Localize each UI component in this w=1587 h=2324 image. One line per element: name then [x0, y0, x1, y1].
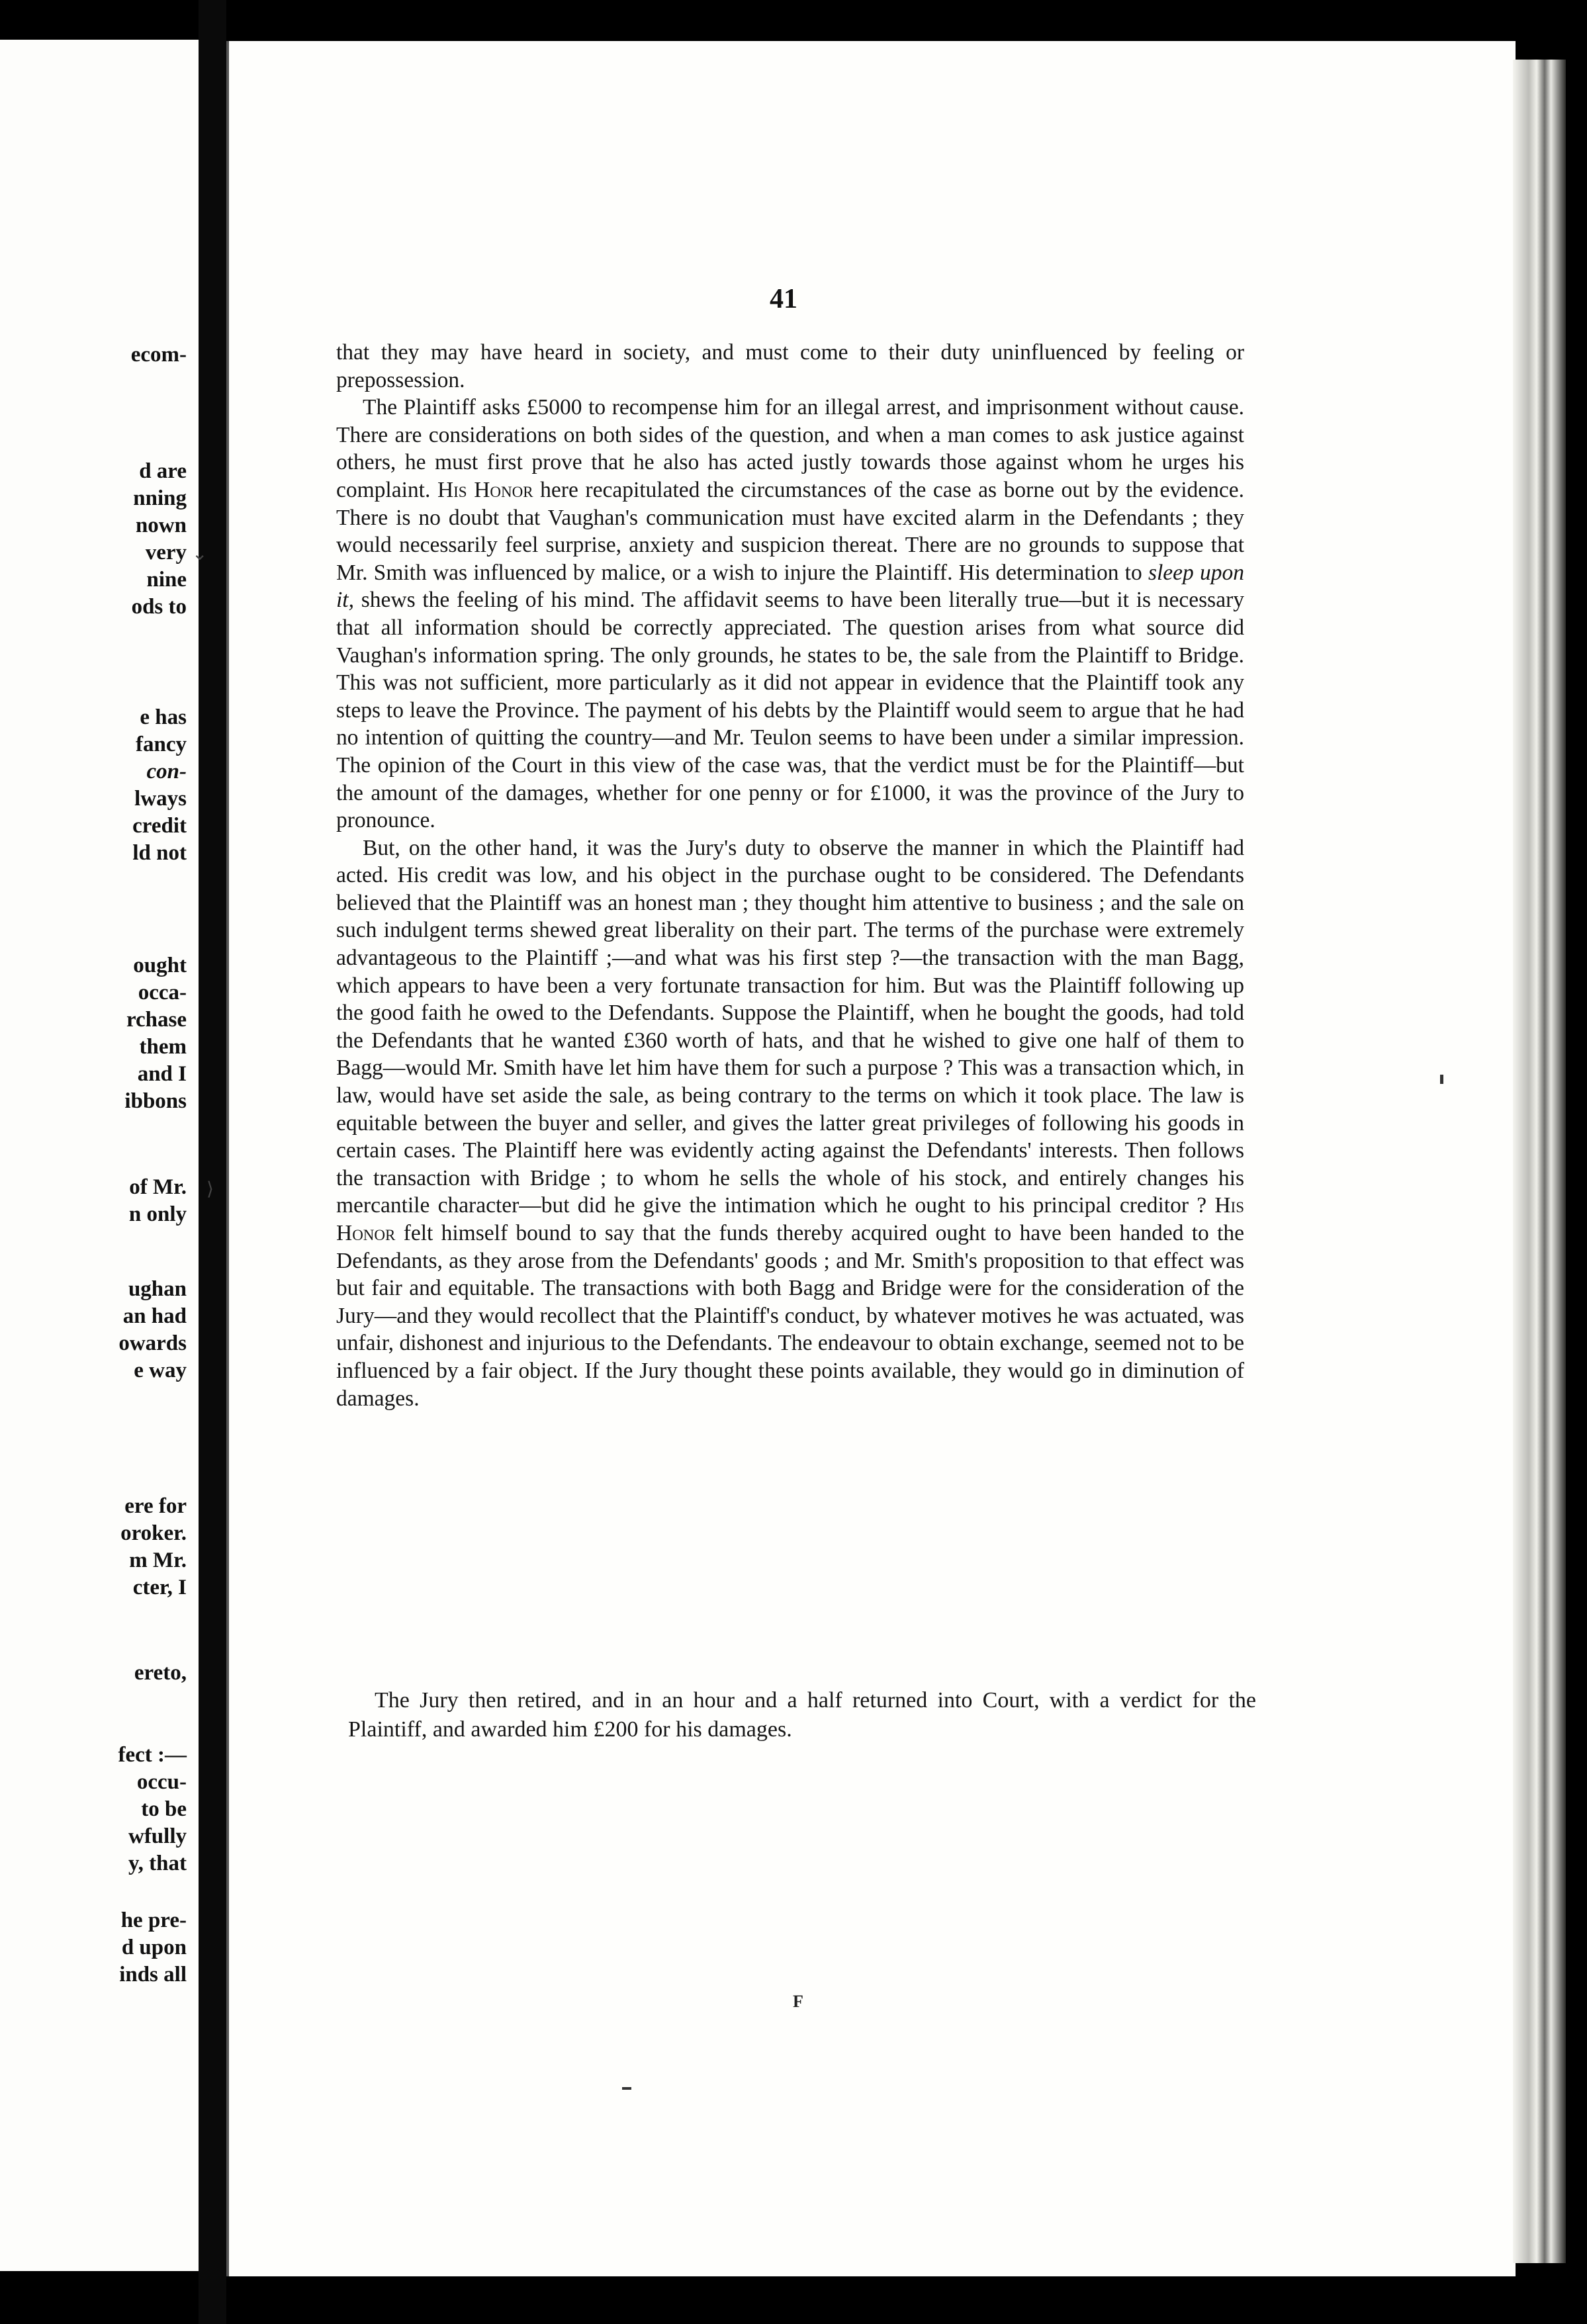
left-fragment-line: ere for [124, 1494, 187, 1518]
left-fragment-line: cter, I [132, 1576, 187, 1599]
left-fragment-line: y, that [128, 1852, 187, 1875]
left-fragment-line: e has [140, 705, 187, 729]
left-fragment-line: of Mr. [129, 1175, 187, 1199]
left-fragment-line: an had [122, 1304, 187, 1328]
left-fragment-line: fancy [136, 733, 187, 756]
left-fragment-line: oroker. [120, 1521, 187, 1545]
left-fragment-line: ughan [128, 1277, 187, 1301]
left-fragment-line: fect :— [118, 1743, 187, 1767]
left-fragment-line: them [139, 1035, 187, 1059]
left-fragment-line: ecom- [130, 343, 187, 367]
paragraph: that they may have heard in society, and must come to their duty uninfluenced by feeling or prepossession. [336, 340, 1244, 392]
left-fragment-line: n only [128, 1202, 187, 1226]
facing-page-fragment [0, 40, 203, 2271]
paragraph-text: here recapitulated the circumstances of the case as borne out by the evidence. There is no doubt that Vaughan's communication must have excited alarm in the Defendants ; they would necessarily feel surprise, anxiety and suspicion thereat. There are no grounds to suppose that Mr. Smith was influenced by malice, or a wish to injure the Plaintiff. His determination to [336, 477, 1245, 585]
left-fragment-line: d upon [121, 1936, 187, 1959]
printer-signature-mark: F [793, 1992, 803, 2011]
left-fragment-line: ibbons [124, 1089, 187, 1113]
print-speck [622, 2087, 631, 2090]
left-fragment-line: very [145, 541, 187, 564]
gutter-mark: ⌄ [192, 544, 208, 564]
left-fragment-line: credit [132, 814, 187, 838]
paragraph-text: felt himself bound to say that the funds thereby acquired ought to have been handed to the Defendants, as they arose from the Defendants' goods ; and Mr. Smith's proposition to that effect was but fair and equitable. The transactions with both Bagg and Bridge were for the consideration of the Jury—and they would recollect that the Plaintiff's conduct, by whatever motives he was actuated, was unfair, dishonest and injurious to the Defendants. The endeavour to obtain exchange, seemed not to be influenced by a fair object. If the Jury thought these points available, they would go in diminution of damages. [336, 1221, 1244, 1411]
left-fragment-line: wfully [128, 1824, 187, 1848]
left-fragment-line: ereto, [134, 1661, 187, 1685]
left-fragment-line: ld not [132, 841, 187, 865]
body-text [336, 339, 1244, 1412]
paragraph [336, 394, 1244, 834]
page-number: 41 [770, 284, 797, 314]
left-fragment-line: and I [137, 1062, 187, 1086]
left-fragment-line: inds all [119, 1963, 187, 1987]
left-fragment-line: d are [139, 459, 187, 483]
paragraph-text: But, on the other hand, it was the Jury's duty to observe the manner in which the Plaintiff had acted. His credit was low, and his object in the purchase ought to be considered. The Defendants believed that the Plaintiff was an honest man ; they thought him attentive to business ; and the sale on such indulgent terms shewed great liberality on their part. The terms of the purchase were extremely advantageous to the Plaintiff ;—and what was his first step ?—the transaction with the man Bagg, which appears to have been a very fortunate transaction for him. But was the Plaintiff following up the good faith he owed to the Defendants. Suppose the Plaintiff, when he bought the goods, had told the Defendants that he wanted £360 worth of hats, and that he wished to give one half of them to Bagg—would Mr. Smith have let him have them for such a purpose ? This was a transaction which, in law, would have set aside the sale, as being contrary to the terms on which it took place. The law is equitable between the buyer and seller, and gives the latter great privileges of following his goods in certain cases. The Plaintiff here was evidently acting against the Defendants' interests. Then follows the transaction with Bridge ; to whom he sells the whole of his stock, and entirely changes his mercantile character—but did he give the intimation which he ought to his principal creditor ? [336, 835, 1244, 1218]
left-fragment-line: occu- [136, 1770, 187, 1794]
left-fragment-line: occa- [138, 981, 187, 1005]
left-fragment-line: rchase [126, 1008, 187, 1032]
print-speck [1440, 1075, 1443, 1084]
paragraph-text: The Plaintiff asks £5000 to recompense him for an illegal arrest, and imprisonment without cause. There are considerations on both sides of the question, and when a man comes to ask justice against others, he must first prove that he also has acted justly towards those against whom he urges his complaint. [336, 395, 1244, 502]
left-fragment-line: nown [135, 514, 187, 537]
book-gutter [199, 0, 226, 2324]
page-edges [1513, 60, 1566, 2263]
his-honor-title: His Honor [437, 477, 533, 502]
left-fragment-line: e way [134, 1359, 187, 1382]
left-fragment-line: ought [133, 954, 187, 977]
left-fragment-line: lways [134, 787, 187, 811]
left-fragment-line: owards [118, 1331, 187, 1355]
left-fragment-line: nning [133, 486, 187, 510]
left-fragment-line: m Mr. [129, 1548, 187, 1572]
paragraph-text: shews the feeling of his mind. The affidavit seems to have been literally true—but it is necessary that all information should be correctly appreciated. The question arises from what source did Vaughan's information spring. The only grounds, he states to be, the sale from the Plaintiff to Bridge. This was not sufficient, more particularly as it did not appear in evidence that the Plaintiff took any steps to leave the Province. The payment of his debts by the Plaintiff would seem to argue that he had no intention of quitting the country—and Mr. Teulon seems to have been under a similar impression. The opinion of the Court in this view of the case was, that the verdict must be for the Plaintiff—but the amount of the damages, whether for one penny or for £1000, it was the province of the Jury to pronounce. [336, 588, 1244, 833]
left-fragment-line: he pre- [120, 1908, 187, 1932]
gutter-mark: ⟩ [206, 1179, 214, 1200]
paragraph [336, 834, 1244, 1412]
his-honor-title: His Honor [336, 1193, 1244, 1245]
left-fragment-line: to be [141, 1797, 187, 1821]
verdict-paragraph: The Jury then retired, and in an hour and a half returned into Court, with a verdict for the Plaintiff, and awarded him £200 for his damages. [348, 1688, 1256, 1742]
left-fragment-line: ods to [131, 595, 187, 619]
left-fragment-line: nine [146, 568, 187, 592]
left-fragment-line: con- [146, 760, 187, 783]
italic-phrase: sleep upon it, [336, 560, 1244, 613]
